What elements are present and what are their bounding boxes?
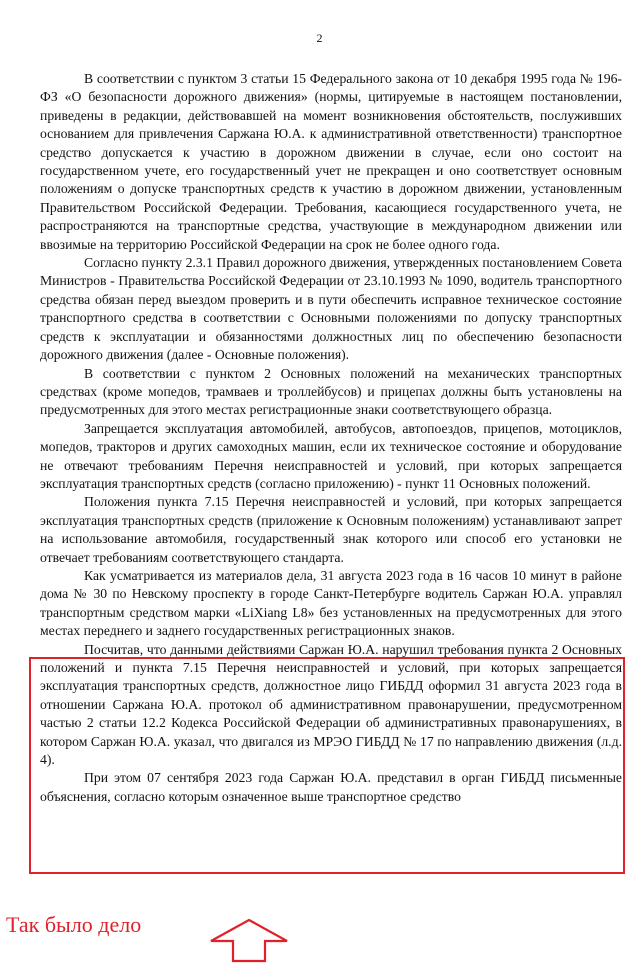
page-number: 2 (316, 31, 323, 45)
paragraph-item-7-15: Положения пункта 7.15 Перечня неисправностей и условий, при которых запрещается эксплуатация транспортных средств (приложение к Основным положениям) устанавливают запрет на использование автомобиля, государственный знак которого или способ его установки не отвечает требованиям соответствующего стандарта. (40, 494, 622, 565)
paragraph-explanations: При этом 07 сентября 2023 года Саржан Ю.А. представил в орган ГИБДД письменные объяснения, согласно которым означенное выше транспортное средство (40, 770, 622, 804)
paragraph-traffic-safety-law: В соответствии с пунктом 3 статьи 15 Федерального закона от 10 декабря 1995 года № 196-ФЗ «О безопасности дорожного движения» (нормы, цитируемые в настоящем постановлении, приведены в редакции, действовавшей на момент возникновения обстоятельств, послуживших основанием для привлечения Саржана Ю.А. к административной ответственности) транспортное средство допускается к участию в дорожном движении в случае, если оно состоит на государственном учете, его государственный учет не прекращен и оно соответствует основным положениям о допуске транспортных средств к участию в дорожном движении, установленным Правительством Российской Федерации. Требования, касающиеся государственного учета, не распространяются на транспортные средства, участвующие в международном движении или ввозимые на территорию Российской Федерации на срок не более одного года. (40, 71, 622, 252)
highlight-box (29, 657, 625, 874)
paragraph-case-materials: Как усматривается из материалов дела, 31 августа 2023 года в 16 часов 10 минут в районе дома № 30 по Невскому проспекту в городе Санкт-Петербурге водитель Саржан Ю.А. управлял транспортным средством марки «LiXiang L8» без установленных на предусмотренных для этого местах переднего и заднего государственных регистрационных знаков. (40, 567, 622, 639)
paragraph-operation-prohibited: Запрещается эксплуатация автомобилей, автобусов, автопоездов, прицепов, мотоциклов, мопедов, тракторов и других самоходных машин, если их техническое состояние и оборудование не отвечают требованиям Перечня неисправностей и условий, при которых запрещается эксплуатация транспортных средств (согласно приложению) - пункт 11 Основных положений. (40, 420, 622, 491)
paragraph-protocol: Посчитав, что данными действиями Саржан Ю.А. нарушил требования пункта 2 Основных положений и пункта 7.15 Перечня неисправностей и условий, при которых запрещается эксплуатация транспортных средств, должностное лицо ГИБДД оформил 31 августа 2023 года в отношении Саржана Ю.А. протокол об административном правонарушении, предусмотренном частью 2 статьи 12.2 Кодекса Российской Федерации об административных правонарушениях, в котором Саржан Ю.А. указал, что двигался из МРЭО ГИБДД № 17 по направлению движения (л.д. 4). (40, 641, 622, 768)
paragraph-traffic-rules-2-3-1: Согласно пункту 2.3.1 Правил дорожного движения, утвержденных постановлением Совета Министров - Правительства Российской Федерации от 23.10.1993 № 1090, водитель транспортного средства обязан перед выездом проверить и в пути обеспечить исправное техническое состояние транспортного средства в соответствии с Основными положениями по допуску транспортных средств к эксплуатации и обязанностями должностных лиц по обеспечению безопасности дорожного движения (далее - Основные положения). (40, 255, 622, 363)
paragraph-basic-provisions-2: В соответствии с пунктом 2 Основных положений на механических транспортных средствах (кроме мопедов, трамваев и троллейбусов) и прицепах должны быть установлены на предусмотренных для этого местах регистрационные знаки соответствующего образца. (40, 365, 622, 418)
annotation-caption: Так было дело (6, 912, 142, 937)
up-arrow-icon (207, 917, 291, 963)
